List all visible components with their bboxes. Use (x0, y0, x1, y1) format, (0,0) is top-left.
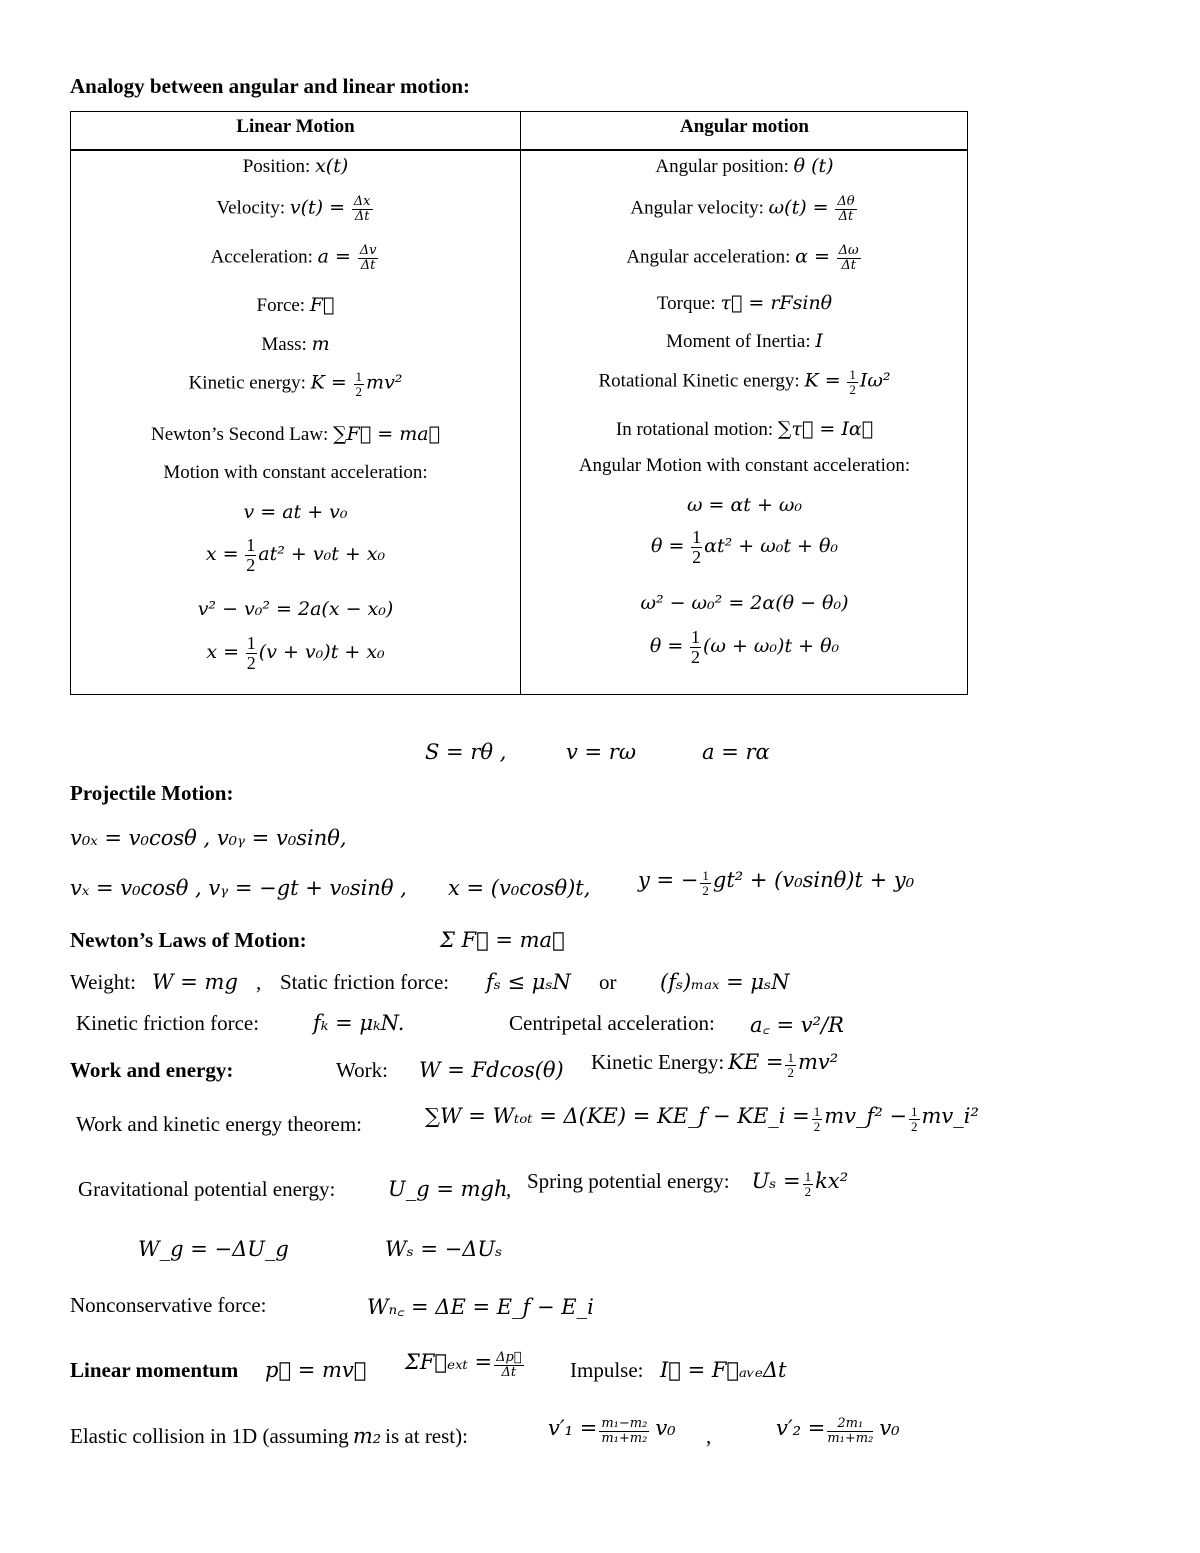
linear-eq1: v = at + v₀ (243, 501, 348, 523)
angular-eq4: θ = $\frac{1}{2}$ (ω + ω₀)t + θ₀ (649, 627, 840, 667)
kinetic-friction-expr: fₖ = μₖN. (313, 1011, 405, 1035)
linear-mass: Mass: m (261, 333, 330, 355)
impulse-label: Impulse: (570, 1358, 644, 1382)
grav-pe-expr: U_g = mgh (388, 1177, 508, 1201)
collision-label: Elastic collision in 1D (assuming m₂ is at rest): (70, 1424, 468, 1448)
work-expr: W = Fdcos(θ) (419, 1058, 564, 1082)
kinetic-friction-label: Kinetic friction force: (76, 1011, 260, 1035)
weight-expr: W = mg (152, 970, 238, 994)
kinetic-energy: Kinetic Energy: KE = $\frac{1}{2}$ mv² (591, 1050, 839, 1080)
angular-eq3: ω² − ω₀² = 2α(θ − θ₀) (640, 592, 849, 614)
angular-velocity: Angular velocity: ω(t) = $\frac{\Delta\theta}{\Delta t}$ (630, 194, 855, 224)
projectile-heading: Projectile Motion: (70, 781, 234, 805)
page-title: Analogy between angular and linear motion: (70, 74, 471, 98)
centripetal-label: Centripetal acceleration: (509, 1011, 715, 1035)
relation-arc: S = rθ , (425, 740, 507, 764)
newton-second-law: Σ F⃗ = ma⃗ (440, 928, 565, 952)
linear-velocity: Velocity: v(t) = $\frac{\Delta x}{\Delta t}$ (216, 194, 371, 224)
linear-eq2: x = $\frac{1}{2}$ at² + v₀t + x₀ (205, 535, 386, 575)
linear-force: Force: F⃗ (256, 294, 335, 316)
projectile-velocity-components: vₓ = v₀cosθ , vᵧ = −gt + v₀sinθ , (70, 876, 407, 900)
analogy-table (70, 111, 968, 695)
static-friction-label: Static friction force: (280, 970, 450, 994)
grav-pe-label: Gravitational potential energy: (78, 1177, 336, 1201)
linear-newton-law: Newton’s Second Law: ∑F⃗ = ma⃗ (151, 423, 440, 445)
work-ke-theorem-expr: ∑W = Wₜₒₜ = Δ(KE) = KE_f − KE_i = $\frac{1}{2}$ mv_f² − $\frac{1}{2}$ mv_i² (425, 1104, 979, 1134)
static-friction-max: (fₛ)ₘₐₓ = μₛN (660, 970, 790, 994)
weight-label: Weight: (70, 970, 136, 994)
momentum-expr: p⃗ = mv⃗ (265, 1358, 367, 1382)
work-label: Work: (336, 1058, 388, 1082)
linear-eq3: v² − v₀² = 2a(x − x₀) (197, 598, 394, 620)
linear-acceleration: Acceleration: a = $\frac{\Delta v}{\Delta t}$ (210, 243, 377, 273)
angular-eq2: θ = $\frac{1}{2}$ αt² + ω₀t + θ₀ (650, 527, 839, 567)
nonconservative-expr: Wₙ꜀ = ΔE = E_f − E_i (367, 1295, 594, 1319)
angular-eq1: ω = αt + ω₀ (686, 494, 803, 516)
projectile-initial-components: v₀ₓ = v₀cosθ , v₀ᵧ = v₀sinθ, (70, 826, 347, 850)
spring-pe: Spring potential energy: Uₛ = $\frac{1}{2}$ kx² (527, 1169, 849, 1199)
angular-acceleration: Angular acceleration: α = $\frac{\Delta\omega}{\Delta t}$ (626, 243, 859, 273)
or-text: or (599, 970, 617, 994)
relation-velocity: v = rω (566, 740, 636, 764)
relation-acceleration: a = rα (702, 740, 770, 764)
momentum-heading: Linear momentum (70, 1358, 239, 1382)
angular-header: Angular motion (680, 116, 809, 137)
angular-inertia: Moment of Inertia: I (666, 330, 823, 352)
linear-const-label: Motion with constant acceleration: (163, 462, 428, 483)
linear-header: Linear Motion (236, 116, 355, 137)
separator-comma: , (256, 970, 262, 994)
linear-position: Position: x(t) (242, 155, 349, 177)
angular-newton-law: In rotational motion: ∑τ⃗ = Iα⃗ (615, 418, 874, 440)
linear-eq4: x = $\frac{1}{2}$ (v + v₀)t + x₀ (206, 633, 385, 673)
angular-const-label: Angular Motion with constant acceleration: (578, 455, 911, 476)
linear-kinetic-energy: Kinetic energy: K = $\frac{1}{2}$ mv² (188, 369, 403, 399)
static-friction-expr: fₛ ≤ μₛN (486, 970, 571, 994)
work-ke-theorem-label: Work and kinetic energy theorem: (76, 1112, 362, 1136)
collision-v1: v′₁ = $\frac{\text{m₁−m₂}}{\text{m₁+m₂}}$ v₀ (548, 1416, 676, 1446)
linear-column (71, 112, 520, 694)
angular-column (520, 112, 969, 694)
spring-work-expr: Wₛ = −ΔUₛ (385, 1237, 503, 1261)
collision-separator: , (706, 1424, 712, 1448)
gravity-work-expr: W_g = −ΔU_g (138, 1237, 289, 1261)
collision-v2: v′₂ = $\frac{\text{2m₁}}{\text{m₁+m₂}}$ v₀ (776, 1416, 900, 1446)
separator-comma-2: , (506, 1177, 512, 1201)
projectile-y-position: y = − $\frac{1}{2}$ gt² + (v₀sinθ)t + y₀ (638, 868, 915, 898)
net-external-force: ΣF⃗ₑₓₜ = $\frac{\Delta p⃗}{\Delta t}$ (405, 1350, 522, 1380)
angular-torque: Torque: τ⃗ = rFsinθ (656, 292, 833, 314)
projectile-x-position: x = (v₀cosθ)t, (448, 876, 591, 900)
centripetal-expr: a꜀ = v²/R (750, 1013, 844, 1037)
newton-heading: Newton’s Laws of Motion: (70, 928, 307, 952)
angular-position: Angular position: θ (t) (655, 155, 834, 177)
work-heading: Work and energy: (70, 1058, 234, 1082)
angular-kinetic-energy: Rotational Kinetic energy: K = $\frac{1}{2}$ Iω² (598, 367, 891, 397)
impulse-expr: I⃗ = F⃗ₐᵥₑΔt (660, 1358, 787, 1382)
nonconservative-label: Nonconservative force: (70, 1293, 267, 1317)
